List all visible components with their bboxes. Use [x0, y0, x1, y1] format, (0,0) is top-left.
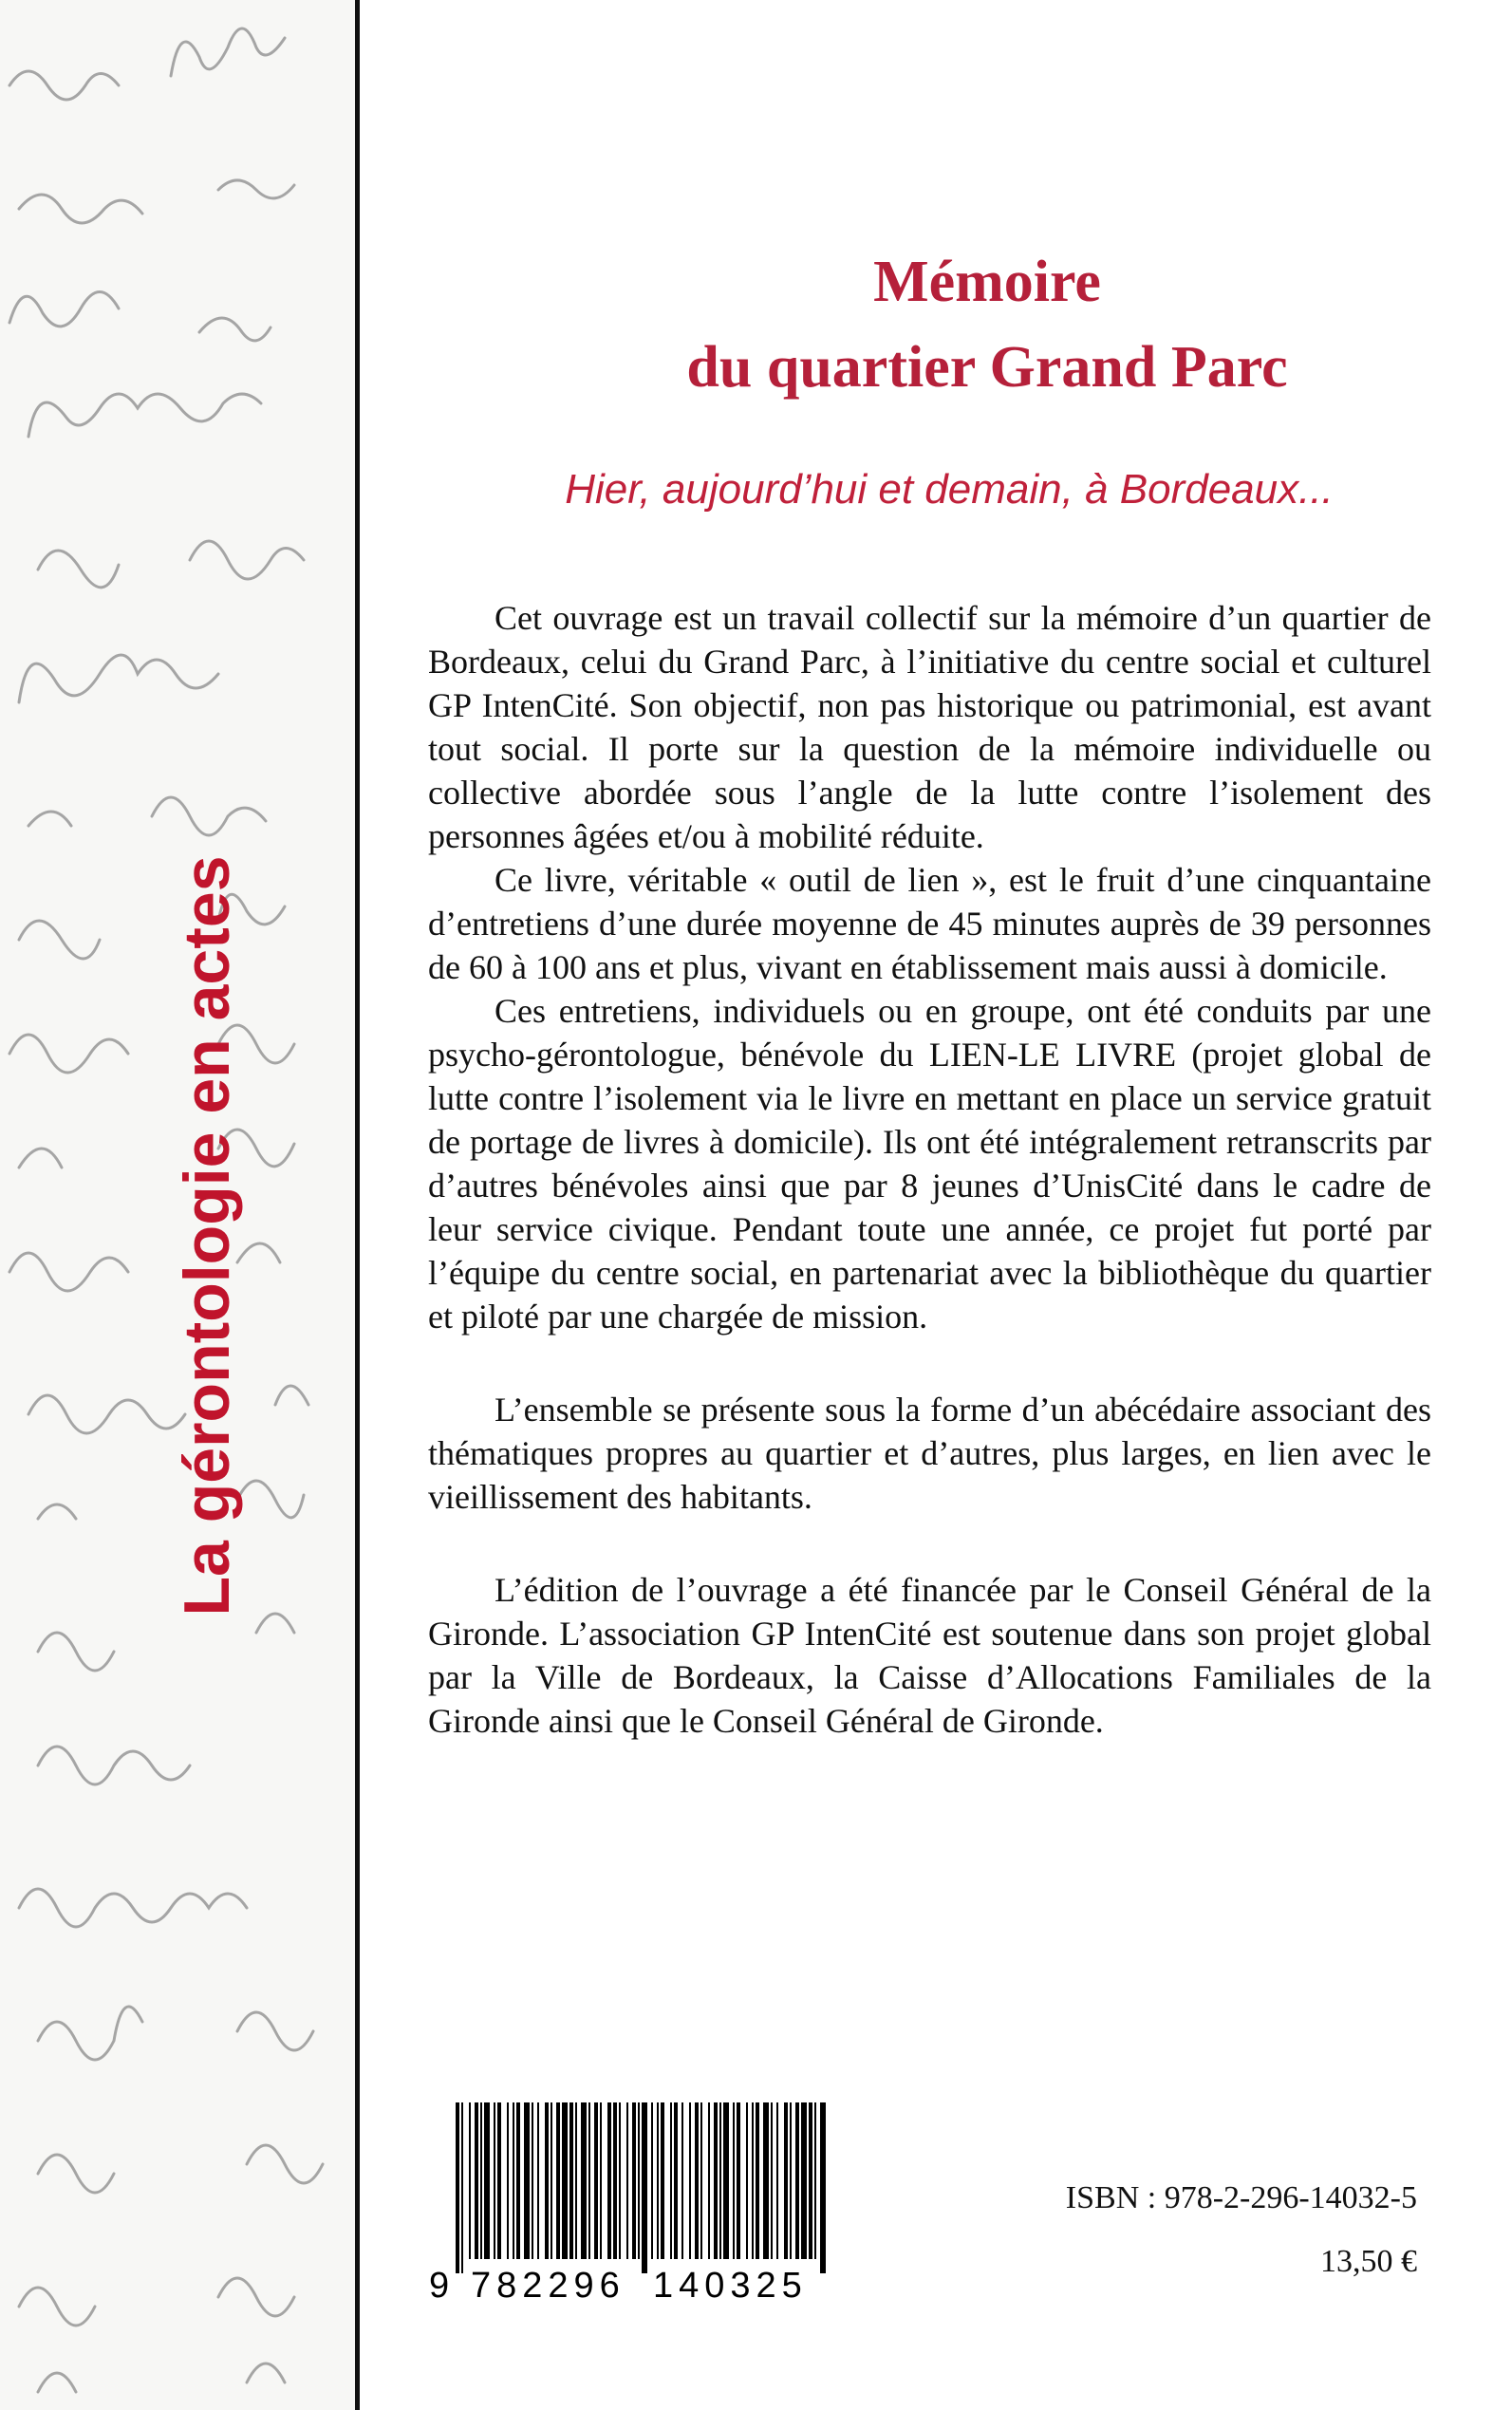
barcode-digits-group2: 140325 — [653, 2266, 808, 2306]
barcode-bar — [562, 2102, 568, 2259]
barcode-bar — [569, 2102, 573, 2259]
barcode-bar — [700, 2102, 702, 2259]
barcode-bar — [670, 2102, 672, 2259]
barcode-bar — [513, 2102, 514, 2259]
isbn-barcode — [427, 2102, 845, 2311]
series-title: La gérontologie en actes — [171, 855, 243, 1616]
back-cover-text — [428, 596, 1431, 1743]
barcode-bar — [723, 2102, 729, 2259]
barcode-bar — [619, 2102, 621, 2259]
barcode-bar — [771, 2102, 773, 2259]
barcode-bar — [657, 2102, 659, 2259]
barcode-bar — [594, 2102, 598, 2259]
barcode-bar — [524, 2102, 530, 2259]
barcode-bar — [714, 2102, 718, 2259]
barcode-bar — [746, 2102, 748, 2259]
barcode-bar — [626, 2102, 628, 2259]
barcode-bar — [820, 2102, 826, 2273]
barcode-bar — [600, 2102, 602, 2259]
handwriting-strip — [0, 0, 355, 2410]
barcode-digit-first: 9 — [429, 2266, 450, 2306]
barcode-bar — [661, 2102, 664, 2259]
barcode-bar — [607, 2102, 611, 2259]
barcode-bar — [763, 2102, 769, 2259]
barcode-bar — [814, 2102, 816, 2259]
barcode-bar — [733, 2102, 735, 2259]
book-title-line2: du quartier Grand Parc — [686, 335, 1288, 400]
barcode-bar — [575, 2102, 577, 2259]
barcode-bar — [461, 2102, 463, 2273]
barcode-digits-group1: 782296 — [471, 2266, 625, 2306]
barcode-bar — [674, 2102, 678, 2259]
barcode-bar — [756, 2102, 759, 2259]
barcode-bar — [469, 2102, 471, 2259]
barcode-bar — [532, 2102, 533, 2259]
barcode-bar — [689, 2102, 691, 2259]
barcode-bar — [801, 2102, 807, 2259]
barcode-bar — [613, 2102, 617, 2259]
barcode-bar — [480, 2102, 482, 2259]
barcode-bar — [642, 2102, 647, 2273]
barcode-bar — [708, 2102, 710, 2259]
barcode-bar — [651, 2102, 653, 2259]
barcode-bar — [581, 2102, 587, 2259]
barcode-bar — [752, 2102, 754, 2259]
barcode-bar — [456, 2102, 459, 2273]
barcode-bar — [588, 2102, 590, 2259]
barcode-bar — [809, 2102, 812, 2259]
barcode-bar — [695, 2102, 699, 2259]
barcode-bar — [790, 2102, 792, 2259]
price: 13,50 € — [1320, 2244, 1417, 2279]
barcode-bar — [484, 2102, 490, 2259]
paragraph-1: Cet ouvrage est un travail collectif sur la mémoire d’un quartier de Bordeaux, celui du Grand Parc, à l’initiative du centre social et culturel GP IntenCité. Son objectif, non pas historique ou patrimonial, est avant tout social. Il porte sur la question de la mémoire individuelle ou collective abordée sous l’angle de la lutte contre l’isolement des personnes âgées et/ou à mobilité réduite. — [428, 599, 1431, 855]
barcode-bar — [681, 2102, 683, 2259]
barcode-bar — [507, 2102, 509, 2259]
barcode-bar — [494, 2102, 495, 2259]
isbn-number: ISBN : 978-2-296-14032-5 — [1065, 2180, 1417, 2215]
barcode-bar — [556, 2102, 560, 2259]
book-subtitle: Hier, aujourd’hui et demain, à Bordeaux... — [565, 466, 1334, 513]
barcode-bar — [516, 2102, 520, 2259]
paragraph-3: Ces entretiens, individuels ou en groupe, ont été conduits par une psycho-gérontologue, bénévole du LIEN-LE LIVRE (projet global de lutte contre l’isolement via le livre en mettant en place un service gratuit de portage de livres à domicile). Ils ont été intégralement retranscrits par d’autres bénévoles ainsi que par 8 jeunes d’UnisCité dans le cadre de leur service civique. Pendant toute une année, ce projet fut porté par l’équipe du centre social, en partenariat avec la bibliothèque du quartier et piloté par une chargée de mission. — [428, 992, 1431, 1336]
barcode-bar — [795, 2102, 799, 2259]
paragraph-2: Ce livre, véritable « outil de lien », est le fruit d’une cinquantaine d’entretiens d’une durée moyenne de 45 minutes auprès de 39 personnes de 60 à 100 ans et plus, vivant en établissement mais aussi à domicile. — [428, 861, 1431, 986]
book-title-line1: Mémoire — [873, 250, 1101, 314]
barcode-bar — [784, 2102, 788, 2259]
barcode-bar — [497, 2102, 501, 2259]
barcode-bar — [537, 2102, 539, 2259]
paragraph-4: L’ensemble se présente sous la forme d’un abécédaire associant des thématiques propres au quartier et d’autres, plus larges, en lien avec le vieillissement des habitants. — [428, 1391, 1431, 1516]
spine-divider — [355, 0, 360, 2410]
barcode-bar — [551, 2102, 552, 2259]
barcode-bar — [737, 2102, 740, 2259]
barcode-bar — [545, 2102, 549, 2259]
barcode-bar — [638, 2102, 640, 2259]
barcode-bar — [475, 2102, 478, 2259]
barcode-bar — [776, 2102, 778, 2259]
barcode-bar — [632, 2102, 636, 2259]
barcode-bar — [719, 2102, 721, 2259]
paragraph-5: L’édition de l’ouvrage a été financée par le Conseil Général de la Gironde. L’association GP IntenCité est soutenue dans son projet global par la Ville de Bordeaux, la Caisse d’Allocations Familiales de la Gironde ainsi que le Conseil Général de Gironde. — [428, 1571, 1431, 1740]
